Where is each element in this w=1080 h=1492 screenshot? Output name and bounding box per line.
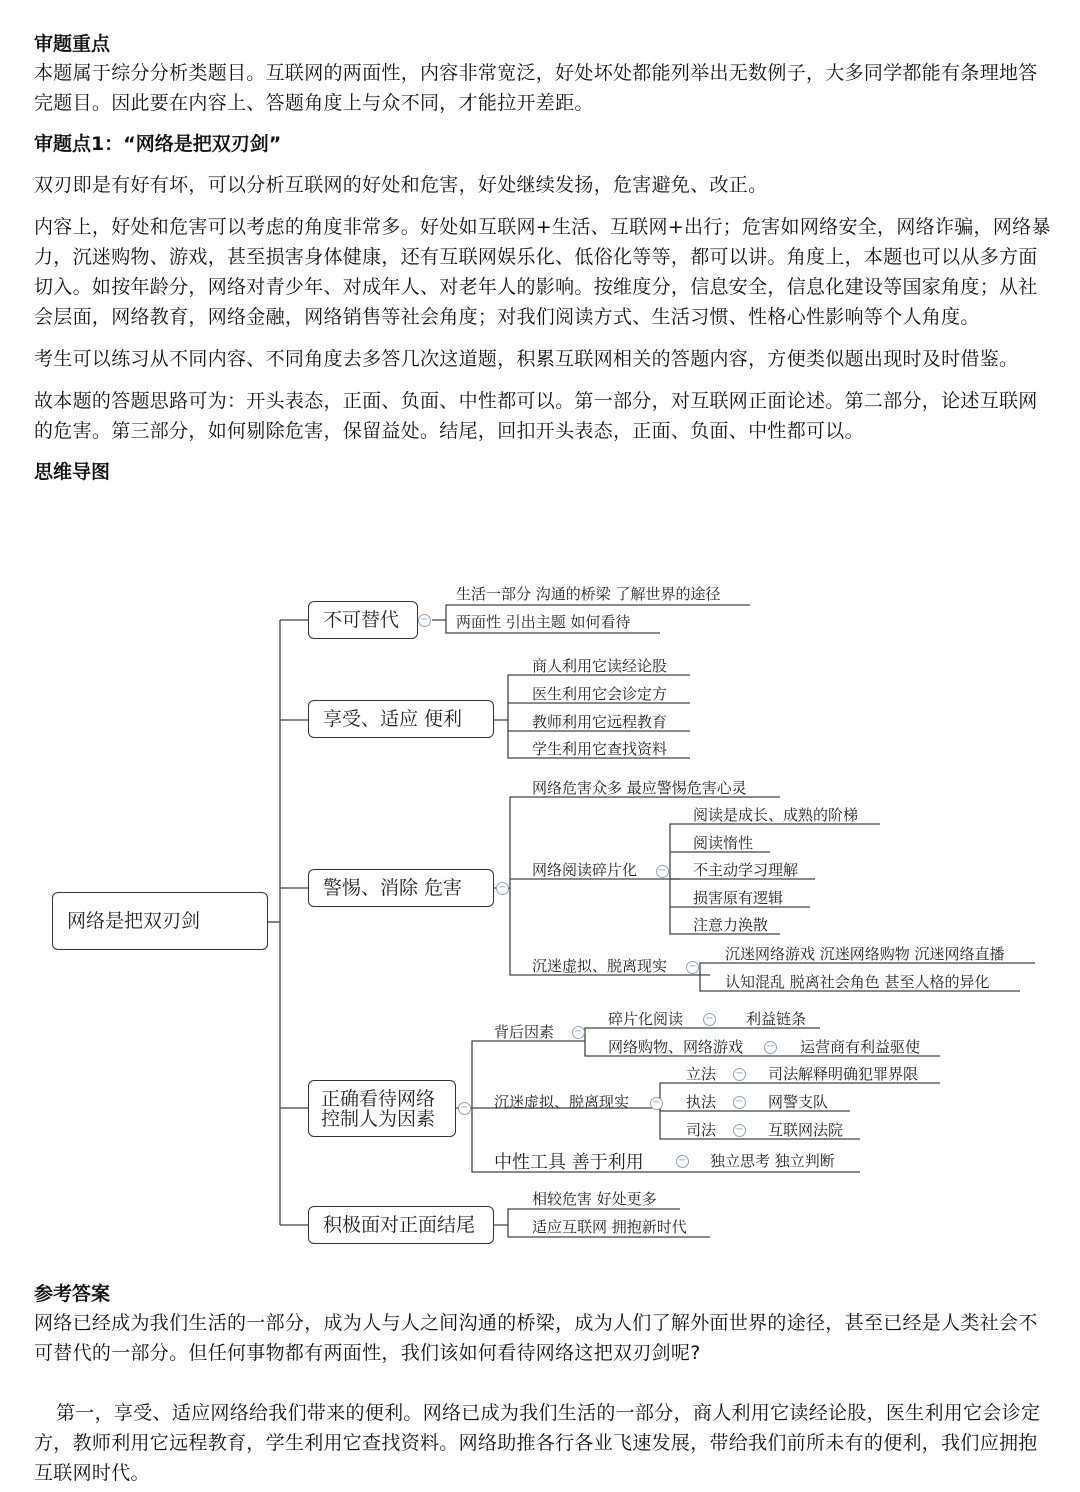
leaf: 运营商有利益驱使 [800,1038,921,1056]
leaf: 碎片化阅读 [608,1010,684,1028]
reference-answer [34,1280,1054,1488]
section-heading: 审题重点 [34,33,111,55]
leaf: 网警支队 [768,1093,829,1111]
collapse-icon[interactable]: − [656,865,669,878]
mind-map [0,575,1080,1255]
leaf: 互联网法院 [768,1121,844,1139]
collapse-icon[interactable]: − [703,1013,716,1026]
leaf: 教师利用它远程教育 [532,713,668,731]
paragraph: 双刃即是有好有坏，可以分析互联网的好处和危害，好处继续发扬，危害避免、改正。 [34,174,768,196]
leaf: 背后因素 [494,1023,555,1041]
document-body [34,30,1054,486]
paragraph: 内容上，好处和危害可以考虑的角度非常多。好处如互联网+生活、互联网+出行；危害如网络安全，网络诈骗，网络暴力，沉迷购物、游戏，甚至损害身体健康，还有互联网娱乐化、低俗化等等，都可以讲。角度上，本题也可以从多方面切入。如按年龄分，网络对青少年、对成年人、对老年人的影响。按维度分，信息安全，信息化建设等国家角度；从社会层面，网络教育，网络金融，网络销售等社会角度；对我们阅读方式、生活习惯、性格心性影响等个人角度。 [34,216,1051,328]
leaf: 网络购物、网络游戏 [608,1038,744,1056]
leaf: 相较危害 好处更多 [532,1190,657,1208]
leaf: 网络危害众多 最应警惕危害心灵 [532,779,747,797]
leaf: 注意力涣散 [693,916,769,934]
leaf: 医生利用它会诊定方 [532,685,668,703]
paragraph: 故本题的答题思路可为：开头表态，正面、负面、中性都可以。第一部分，对互联网正面论述。第二部分，论述互联网的危害。第三部分，如何剔除危害，保留益处。结尾，回扣开头表态，正面、负面、中性都可以。 [34,390,1038,442]
leaf: 两面性 引出主题 如何看待 [456,613,631,631]
branch-irreplaceable: 不可替代 [308,601,418,639]
leaf: 阅读是成长、成熟的阶梯 [693,806,859,824]
collapse-icon[interactable]: − [733,1124,746,1137]
leaf: 利益链条 [746,1010,807,1028]
collapse-icon[interactable]: − [458,1102,471,1115]
leaf: 认知混乱 脱离社会角色 甚至人格的异化 [725,973,990,991]
paragraph: 第一，享受、适应网络给我们带来的便利。网络已成为我们生活的一部分，商人利用它读经论股，医生利用它会诊定方，教师利用它远程教育，学生利用它查找资料。网络助推各行各业飞速发展，带给我们前所未有的便利，我们应拥抱互联网时代。 [34,1402,1041,1484]
collapse-icon[interactable]: − [676,1155,689,1168]
collapse-icon[interactable]: − [733,1096,746,1109]
leaf: 阅读惰性 [693,834,754,852]
collapse-icon[interactable]: − [733,1068,746,1081]
branch-enjoy-convenience: 享受、适应 便利 [308,700,494,738]
collapse-icon[interactable]: − [650,1097,663,1110]
branch-label-line1: 正确看待网络 [321,1087,436,1110]
section-heading: 思维导图 [34,461,111,483]
section-heading: 审题点1：“网络是把双刃剑” [34,133,282,155]
leaf: 适应互联网 拥抱新时代 [532,1218,687,1236]
branch-beware-harm: 警惕、消除 危害 [308,869,494,907]
mind-map-root: 网络是把双刃剑 [52,892,268,950]
collapse-icon[interactable]: − [418,614,431,627]
leaf: 沉迷网络游戏 沉迷网络购物 沉迷网络直播 [725,945,1005,963]
collapse-icon[interactable]: − [496,882,509,895]
paragraph: 网络已经成为我们生活的一部分，成为人与人之间沟通的桥梁，成为人们了解外面世界的途径，甚至已经是人类社会不可替代的一部分。但任何事物都有两面性，我们该如何看待网络这把双刃剑呢? [34,1312,1038,1364]
branch-view-correctly [308,1080,456,1137]
leaf: 商人利用它读经论股 [532,657,668,675]
collapse-icon[interactable]: − [764,1041,777,1054]
leaf: 立法 [686,1065,717,1083]
leaf: 损害原有逻辑 [693,889,784,907]
branch-label-line2: 控制人为因素 [321,1107,436,1130]
leaf: 生活一部分 沟通的桥梁 了解世界的途径 [456,585,721,603]
collapse-icon[interactable]: − [686,961,699,974]
branch-positive-ending: 积极面对正面结尾 [308,1206,494,1244]
paragraph: 本题属于综分分析类题目。互联网的两面性，内容非常宽泛，好处坏处都能列举出无数例子，大多同学都能有条理地答完题目。因此要在内容上、答题角度上与众不同，才能拉开差距。 [34,62,1038,114]
leaf: 沉迷虚拟、脱离现实 [532,957,668,975]
leaf: 中性工具 善于利用 [494,1152,644,1173]
leaf: 独立思考 独立判断 [710,1152,835,1170]
collapse-icon[interactable]: − [572,1026,585,1039]
leaf: 司法 [686,1121,717,1139]
leaf: 学生利用它查找资料 [532,740,668,758]
leaf: 不主动学习理解 [693,861,799,879]
leaf: 沉迷虚拟、脱离现实 [494,1093,630,1111]
paragraph: 考生可以练习从不同内容、不同角度去多答几次这道题，积累互联网相关的答题内容，方便类似题出现时及时借鉴。 [34,348,1019,370]
leaf: 司法解释明确犯罪界限 [768,1065,919,1083]
leaf: 网络阅读碎片化 [532,861,638,879]
leaf: 执法 [686,1093,717,1111]
section-heading: 参考答案 [34,1283,111,1305]
